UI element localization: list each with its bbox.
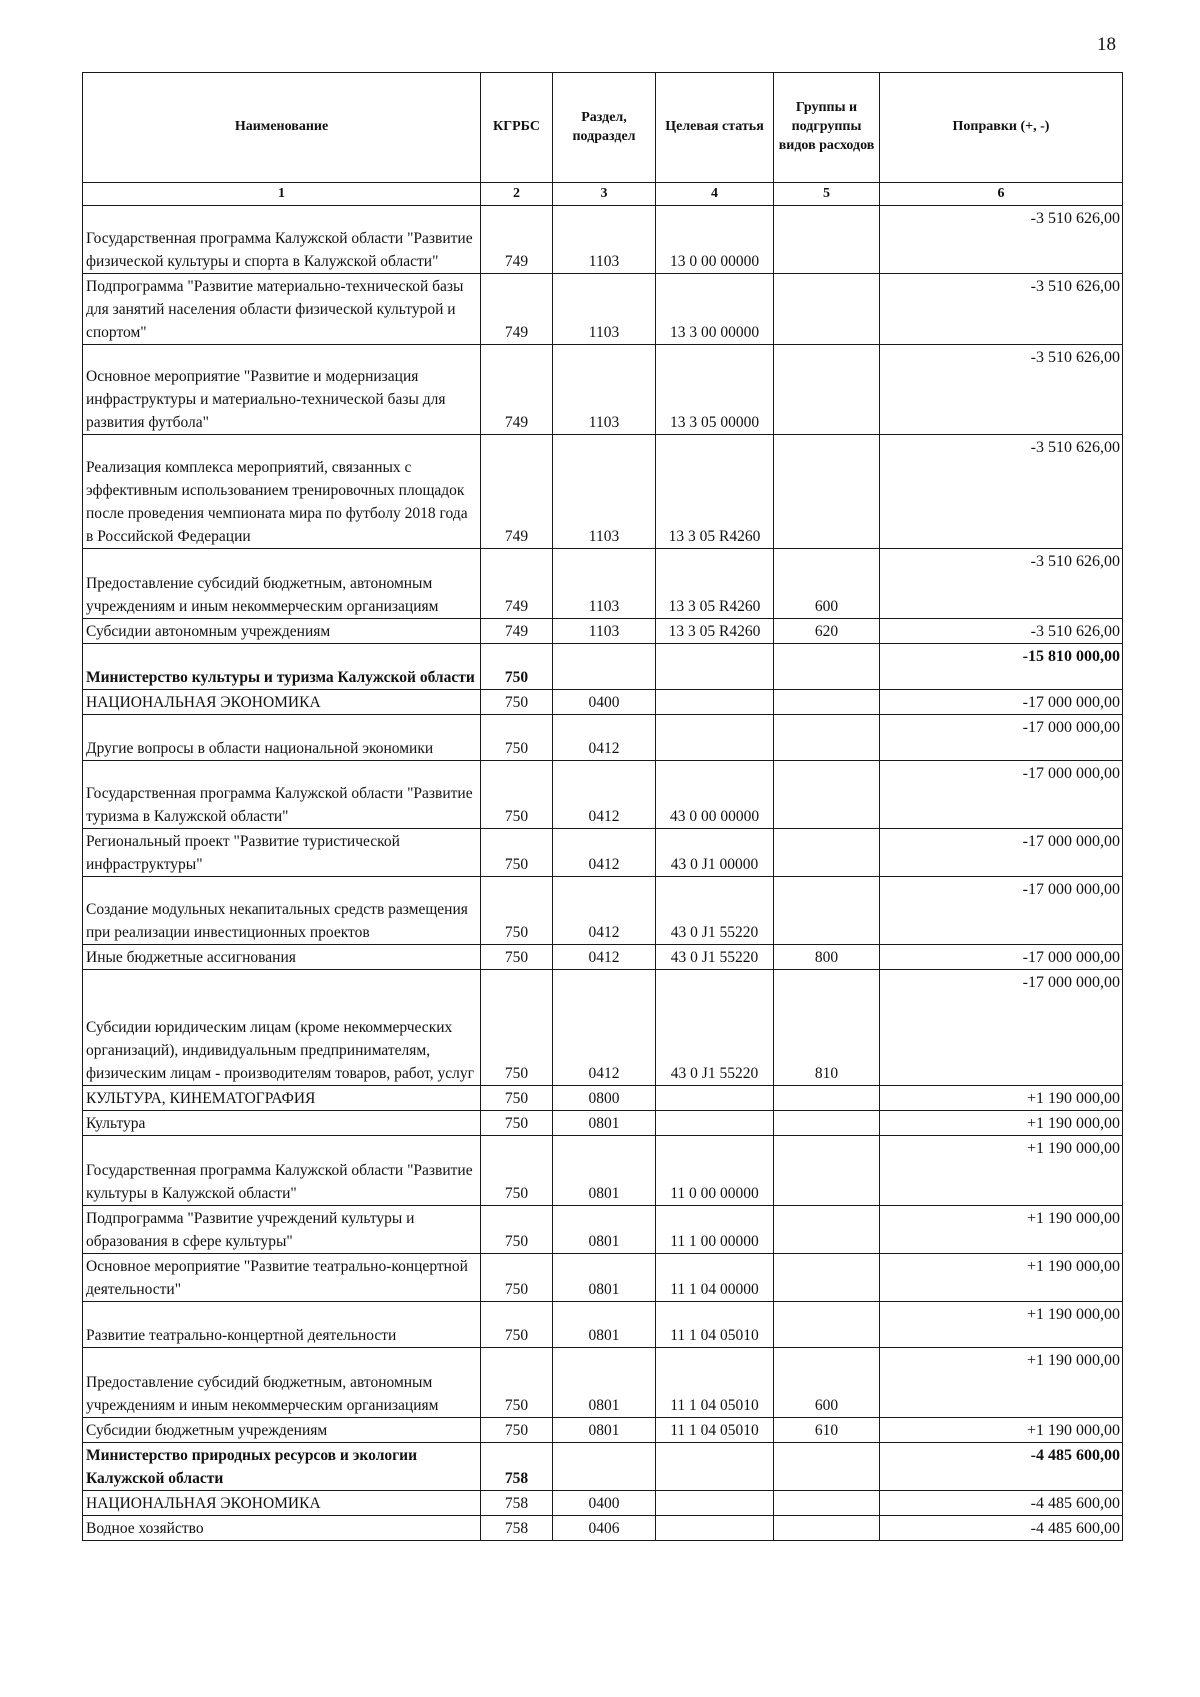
row-kgrbs: 758 [481, 1491, 553, 1516]
row-name: КУЛЬТУРА, КИНЕМАТОГРАФИЯ [83, 1086, 481, 1111]
row-group [774, 206, 880, 274]
row-kgrbs: 750 [481, 1348, 553, 1418]
row-kgrbs: 749 [481, 345, 553, 435]
table-row [83, 644, 1123, 690]
table-row [83, 619, 1123, 644]
page-number: 18 [1097, 34, 1116, 55]
row-target: 43 0 J1 55220 [656, 877, 774, 945]
row-name: Водное хозяйство [83, 1516, 481, 1541]
row-amount: -4 485 600,00 [880, 1443, 1123, 1491]
row-amount: -15 810 000,00 [880, 644, 1123, 690]
row-section: 0412 [553, 715, 656, 761]
row-group [774, 345, 880, 435]
row-name: Создание модульных некапитальных средств размещения при реализации инвестиционных проектов [83, 877, 481, 945]
header-section: Раздел, подраздел [553, 73, 656, 183]
header-row [83, 73, 1123, 183]
row-section: 0801 [553, 1111, 656, 1136]
row-amount: +1 190 000,00 [880, 1302, 1123, 1348]
row-target: 43 0 J1 55220 [656, 945, 774, 970]
row-section: 0801 [553, 1418, 656, 1443]
row-kgrbs: 750 [481, 945, 553, 970]
table-row [83, 549, 1123, 619]
row-name: Подпрограмма "Развитие материально-технической базы для занятий населения области физической культурой и спортом" [83, 274, 481, 345]
row-kgrbs: 750 [481, 1111, 553, 1136]
row-target: 13 3 05 R4260 [656, 435, 774, 549]
row-amount: +1 190 000,00 [880, 1086, 1123, 1111]
row-amount: -17 000 000,00 [880, 690, 1123, 715]
row-target: 11 1 04 05010 [656, 1348, 774, 1418]
row-name: Культура [83, 1111, 481, 1136]
row-amount: -3 510 626,00 [880, 435, 1123, 549]
table-row [83, 715, 1123, 761]
row-amount: -17 000 000,00 [880, 715, 1123, 761]
row-kgrbs: 750 [481, 644, 553, 690]
row-amount: +1 190 000,00 [880, 1348, 1123, 1418]
row-name: Предоставление субсидий бюджетным, автономным учреждениям и иным некоммерческим организациям [83, 549, 481, 619]
row-section [553, 1443, 656, 1491]
header-amendments: Поправки (+, -) [880, 73, 1123, 183]
row-group: 600 [774, 1348, 880, 1418]
row-amount: -17 000 000,00 [880, 829, 1123, 877]
row-section: 0801 [553, 1302, 656, 1348]
row-section: 0412 [553, 970, 656, 1086]
table-row [83, 1136, 1123, 1206]
row-amount: -4 485 600,00 [880, 1516, 1123, 1541]
table-row [83, 970, 1123, 1086]
row-group: 800 [774, 945, 880, 970]
row-target: 13 3 05 R4260 [656, 549, 774, 619]
row-section: 0800 [553, 1086, 656, 1111]
row-amount: -3 510 626,00 [880, 274, 1123, 345]
row-amount: +1 190 000,00 [880, 1136, 1123, 1206]
column-number: 2 [481, 183, 553, 206]
row-name: Иные бюджетные ассигнования [83, 945, 481, 970]
column-number: 6 [880, 183, 1123, 206]
column-number: 4 [656, 183, 774, 206]
row-section: 0400 [553, 1491, 656, 1516]
row-amount: +1 190 000,00 [880, 1418, 1123, 1443]
row-kgrbs: 750 [481, 877, 553, 945]
row-section: 1103 [553, 206, 656, 274]
row-target: 11 1 04 05010 [656, 1302, 774, 1348]
row-kgrbs: 749 [481, 435, 553, 549]
row-amount: -17 000 000,00 [880, 877, 1123, 945]
row-kgrbs: 750 [481, 690, 553, 715]
table-row [83, 690, 1123, 715]
row-amount: -3 510 626,00 [880, 345, 1123, 435]
row-name: Министерство природных ресурсов и экологии Калужской области [83, 1443, 481, 1491]
row-kgrbs: 750 [481, 1206, 553, 1254]
row-name: Государственная программа Калужской области "Развитие культуры в Калужской области" [83, 1136, 481, 1206]
table-row [83, 877, 1123, 945]
row-kgrbs: 749 [481, 206, 553, 274]
table-row [83, 1418, 1123, 1443]
row-amount: -4 485 600,00 [880, 1491, 1123, 1516]
row-group [774, 715, 880, 761]
header-name: Наименование [83, 73, 481, 183]
row-kgrbs: 758 [481, 1443, 553, 1491]
row-group: 610 [774, 1418, 880, 1443]
table-row [83, 1086, 1123, 1111]
row-section: 0412 [553, 761, 656, 829]
row-target: 13 3 00 00000 [656, 274, 774, 345]
row-name: Развитие театрально-концертной деятельности [83, 1302, 481, 1348]
row-target: 11 1 00 00000 [656, 1206, 774, 1254]
row-target [656, 1443, 774, 1491]
row-name: Региональный проект "Развитие туристической инфраструктуры" [83, 829, 481, 877]
row-amount: -17 000 000,00 [880, 761, 1123, 829]
row-target [656, 690, 774, 715]
row-target: 13 3 05 00000 [656, 345, 774, 435]
row-target [656, 644, 774, 690]
row-name: Государственная программа Калужской области "Развитие туризма в Калужской области" [83, 761, 481, 829]
row-section: 0400 [553, 690, 656, 715]
row-amount: -3 510 626,00 [880, 619, 1123, 644]
row-group: 600 [774, 549, 880, 619]
row-group: 620 [774, 619, 880, 644]
header-target: Целевая статья [656, 73, 774, 183]
row-section: 0406 [553, 1516, 656, 1541]
row-kgrbs: 750 [481, 1302, 553, 1348]
row-group [774, 1302, 880, 1348]
row-group [774, 1111, 880, 1136]
row-amount: -17 000 000,00 [880, 970, 1123, 1086]
row-target [656, 1111, 774, 1136]
table-row [83, 761, 1123, 829]
row-group [774, 761, 880, 829]
table-row [83, 206, 1123, 274]
table-row [83, 1516, 1123, 1541]
table-row [83, 1206, 1123, 1254]
row-name: Реализация комплекса мероприятий, связанных с эффективным использованием тренировочных площадок после проведения чемпионата мира по футболу 2018 года в Российской Федерации [83, 435, 481, 549]
row-target: 13 3 05 R4260 [656, 619, 774, 644]
table-row [83, 435, 1123, 549]
row-group [774, 435, 880, 549]
row-name: НАЦИОНАЛЬНАЯ ЭКОНОМИКА [83, 690, 481, 715]
row-kgrbs: 750 [481, 1418, 553, 1443]
header-groups: Группы и подгруппы видов расходов [774, 73, 880, 183]
row-target [656, 715, 774, 761]
table-body [83, 206, 1123, 1541]
table-row [83, 274, 1123, 345]
row-section: 1103 [553, 619, 656, 644]
row-target [656, 1491, 774, 1516]
header-kgrbs: КГРБС [481, 73, 553, 183]
table-row [83, 829, 1123, 877]
row-group [774, 1136, 880, 1206]
row-section: 1103 [553, 435, 656, 549]
row-amount: +1 190 000,00 [880, 1254, 1123, 1302]
row-group: 810 [774, 970, 880, 1086]
table-row [83, 1111, 1123, 1136]
column-number: 3 [553, 183, 656, 206]
row-kgrbs: 749 [481, 549, 553, 619]
row-name: Основное мероприятие "Развитие и модернизация инфраструктуры и материально-технической базы для развития футбола" [83, 345, 481, 435]
row-name: Субсидии автономным учреждениям [83, 619, 481, 644]
row-amount: +1 190 000,00 [880, 1111, 1123, 1136]
row-amount: -17 000 000,00 [880, 945, 1123, 970]
row-section [553, 644, 656, 690]
row-group [774, 690, 880, 715]
row-group [774, 1254, 880, 1302]
table-row [83, 1348, 1123, 1418]
row-group [774, 877, 880, 945]
row-group [774, 1206, 880, 1254]
table-row [83, 1302, 1123, 1348]
row-kgrbs: 750 [481, 1136, 553, 1206]
row-group [774, 1443, 880, 1491]
row-group [774, 274, 880, 345]
row-section: 1103 [553, 345, 656, 435]
row-group [774, 829, 880, 877]
row-section: 0412 [553, 877, 656, 945]
row-amount: +1 190 000,00 [880, 1206, 1123, 1254]
row-target: 11 1 04 00000 [656, 1254, 774, 1302]
column-number-row [83, 183, 1123, 206]
row-kgrbs: 750 [481, 1086, 553, 1111]
row-group [774, 1516, 880, 1541]
row-amount: -3 510 626,00 [880, 206, 1123, 274]
row-target: 11 0 00 00000 [656, 1136, 774, 1206]
row-section: 1103 [553, 274, 656, 345]
row-section: 0412 [553, 945, 656, 970]
row-kgrbs: 758 [481, 1516, 553, 1541]
row-section: 0801 [553, 1136, 656, 1206]
row-amount: -3 510 626,00 [880, 549, 1123, 619]
row-target: 43 0 J1 55220 [656, 970, 774, 1086]
row-name: Министерство культуры и туризма Калужской области [83, 644, 481, 690]
budget-amendments-table [82, 72, 1123, 1541]
row-section: 0801 [553, 1348, 656, 1418]
row-name: Субсидии бюджетным учреждениям [83, 1418, 481, 1443]
row-kgrbs: 750 [481, 829, 553, 877]
table-row [83, 345, 1123, 435]
row-kgrbs: 750 [481, 970, 553, 1086]
column-number: 5 [774, 183, 880, 206]
row-kgrbs: 750 [481, 1254, 553, 1302]
table-row [83, 1443, 1123, 1491]
row-kgrbs: 750 [481, 761, 553, 829]
row-section: 1103 [553, 549, 656, 619]
column-number: 1 [83, 183, 481, 206]
row-kgrbs: 750 [481, 715, 553, 761]
row-section: 0801 [553, 1254, 656, 1302]
row-target [656, 1516, 774, 1541]
row-group [774, 644, 880, 690]
row-section: 0412 [553, 829, 656, 877]
row-group [774, 1491, 880, 1516]
table-row [83, 945, 1123, 970]
row-name: Государственная программа Калужской области "Развитие физической культуры и спорта в Калужской области" [83, 206, 481, 274]
table-row [83, 1254, 1123, 1302]
row-name: Другие вопросы в области национальной экономики [83, 715, 481, 761]
row-kgrbs: 749 [481, 619, 553, 644]
table-row [83, 1491, 1123, 1516]
row-kgrbs: 749 [481, 274, 553, 345]
row-name: Подпрограмма "Развитие учреждений культуры и образования в сфере культуры" [83, 1206, 481, 1254]
row-section: 0801 [553, 1206, 656, 1254]
row-name: Предоставление субсидий бюджетным, автономным учреждениям и иным некоммерческим организациям [83, 1348, 481, 1418]
row-target: 11 1 04 05010 [656, 1418, 774, 1443]
row-target: 13 0 00 00000 [656, 206, 774, 274]
row-name: Основное мероприятие "Развитие театрально-концертной деятельности" [83, 1254, 481, 1302]
row-group [774, 1086, 880, 1111]
row-target [656, 1086, 774, 1111]
row-name: НАЦИОНАЛЬНАЯ ЭКОНОМИКА [83, 1491, 481, 1516]
row-target: 43 0 J1 00000 [656, 829, 774, 877]
row-name: Субсидии юридическим лицам (кроме некоммерческих организаций), индивидуальным предпринимателям, физическим лицам - производителям товаров, работ, услуг [83, 970, 481, 1086]
row-target: 43 0 00 00000 [656, 761, 774, 829]
